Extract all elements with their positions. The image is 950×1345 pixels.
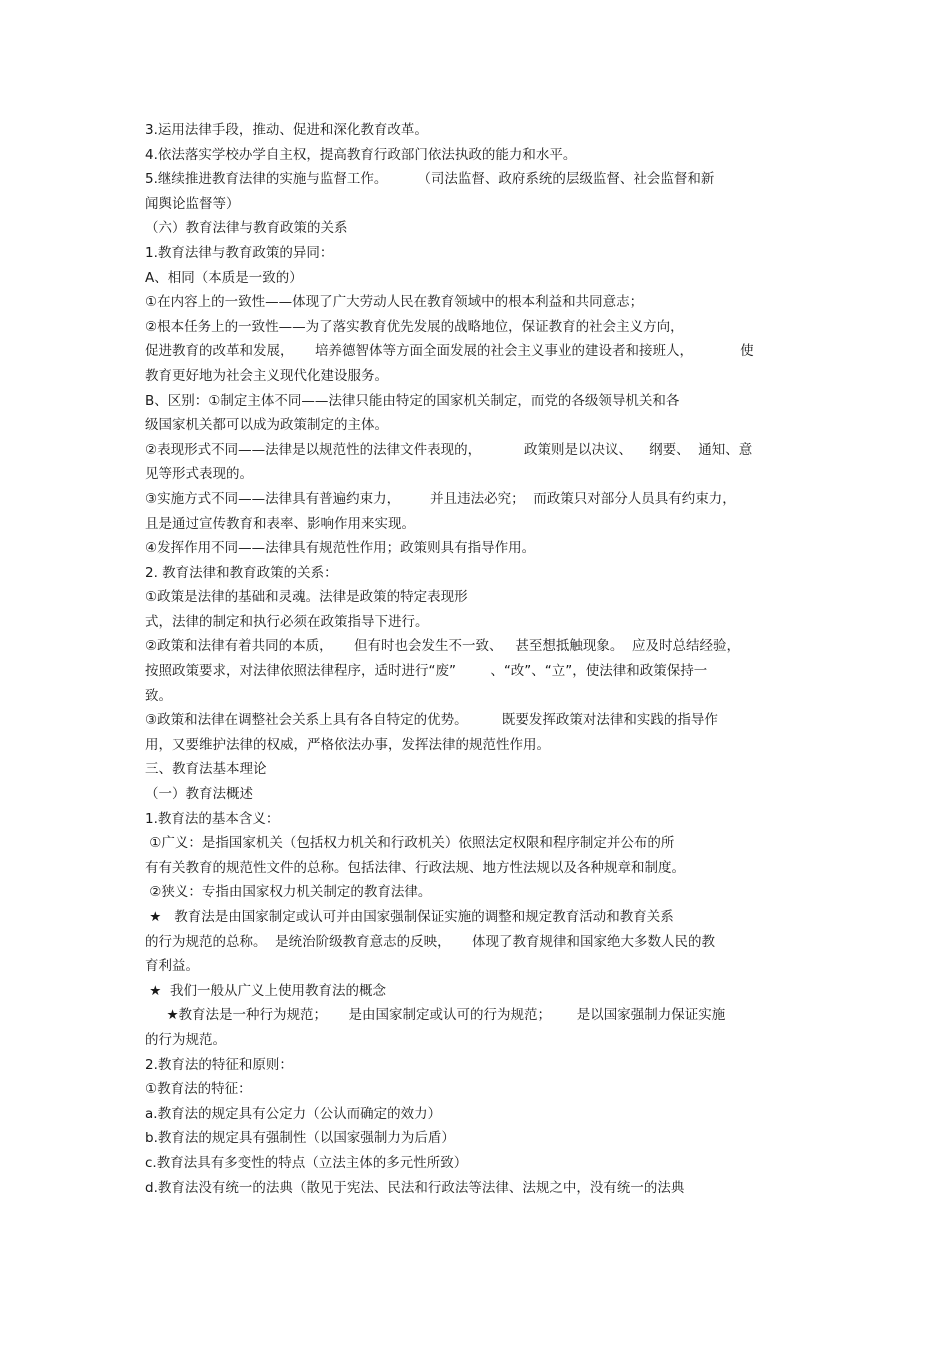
text-line: B、区别：①制定主体不同——法律只能由特定的国家机关制定，而党的各级领导机关和各: [145, 392, 680, 409]
text-line: ④发挥作用不同——法律具有规范性作用；政策则具有指导作用。: [145, 540, 536, 557]
text-line: ②狭义：专指由国家权力机关制定的教育法律。: [145, 884, 432, 901]
text-line: 且是通过宣传教育和表率、影响作用来实现。: [145, 515, 415, 532]
text-line: ②政策和法律有着共同的本质， 但有时也会发生不一致、 甚至想抵触现象。 应及时总结经验，: [145, 638, 741, 655]
text-line: 致。: [145, 687, 172, 704]
text-line: 闻舆论监督等）: [145, 195, 240, 212]
text-line: 2.教育法的特征和原则：: [145, 1056, 293, 1073]
text-line: 3.运用法律手段，推动、促进和深化教育改革。: [145, 122, 428, 138]
text-line: c.教育法具有多变性的特点（立法主体的多元性所致）: [145, 1154, 468, 1171]
text-line: ①广义：是指国家机关（包括权力机关和行政机关）依照法定权限和程序制定并公布的所: [145, 835, 675, 852]
text-line: ①在内容上的一致性——体现了广大劳动人民在教育领域中的根本利益和共同意志；: [145, 294, 644, 311]
text-line: 1.教育法的基本含义：: [145, 810, 280, 827]
text-line: 的行为规范。: [145, 1031, 226, 1048]
text-line: ②根本任务上的一致性——为了落实教育优先发展的战略地位，保证教育的社会主义方向，: [145, 318, 684, 335]
text-line: ①政策是法律的基础和灵魂。法律是政策的特定表现形: [145, 589, 468, 606]
text-line: A、相同（本质是一致的）: [145, 269, 303, 286]
text-line: 用，又要维护法律的权威，严格依法办事，发挥法律的规范性作用。: [145, 736, 550, 753]
text-line: 4.依法落实学校办学自主权，提高教育行政部门依法执政的能力和水平。: [145, 146, 577, 163]
text-line: 育利益。: [145, 958, 199, 975]
text-line: 见等形式表现的。: [145, 466, 253, 483]
text-line: ★教育法是一种行为规范； 是由国家制定或认可的行为规范； 是以国家强制力保证实施: [145, 1007, 726, 1024]
text-line: 的行为规范的总称。 是统治阶级教育意志的反映， 体现了教育规律和国家绝大多数人民的教: [145, 933, 716, 950]
text-line: 三、教育法基本理论: [145, 761, 267, 778]
text-line: 5.继续推进教育法律的实施与监督工作。 （司法监督、政府系统的层级监督、社会监督和新: [145, 171, 715, 188]
text-line: ③实施方式不同——法律具有普遍约束力， 并且违法必究； 而政策只对部分人员具有约束力，: [145, 490, 736, 507]
text-line: 式，法律的制定和执行必须在政策指导下进行。: [145, 613, 429, 630]
text-line: a.教育法的规定具有公定力（公认而确定的效力）: [145, 1105, 442, 1122]
text-line: ★ 教育法是由国家制定或认可并由国家强制保证实施的调整和规定教育活动和教育关系: [145, 909, 674, 925]
text-line: ①教育法的特征：: [145, 1081, 252, 1098]
text-line: 有有关教育的规范性文件的总称。包括法律、行政法规、地方性法规以及各种规章和制度。: [145, 859, 685, 876]
text-line: ②表现形式不同——法律是以规范性的法律文件表现的， 政策则是以决议、 纲要、 通知、意: [145, 441, 753, 458]
text-line: ③政策和法律在调整社会关系上具有各自特定的优势。 既要发挥政策对法律和实践的指导作: [145, 712, 718, 729]
text-line: 促进教育的改革和发展， 培养德智体等方面全面发展的社会主义事业的建设者和接班人， 使: [145, 343, 754, 360]
text-line: （一）教育法概述: [145, 786, 253, 803]
text-line: 1.教育法律与教育政策的异同：: [145, 244, 334, 261]
text-line: 2. 教育法律和教育政策的关系：: [145, 564, 338, 581]
text-line: 级国家机关都可以成为政策制定的主体。: [145, 417, 388, 434]
document-body: [145, 118, 815, 1200]
text-line: 按照政策要求，对法律依照法律程序，适时进行“废” 、“改”、“立”，使法律和政策保持一: [145, 663, 708, 680]
text-line: （六）教育法律与教育政策的关系: [145, 220, 348, 237]
text-line: ★ 我们一般从广义上使用教育法的概念: [145, 982, 386, 999]
text-line: b.教育法的规定具有强制性（以国家强制力为后盾）: [145, 1130, 455, 1147]
text-line: d.教育法没有统一的法典（散见于宪法、民法和行政法等法律、法规之中，没有统一的法典: [145, 1179, 685, 1196]
text-line: 教育更好地为社会主义现代化建设服务。: [145, 367, 388, 384]
